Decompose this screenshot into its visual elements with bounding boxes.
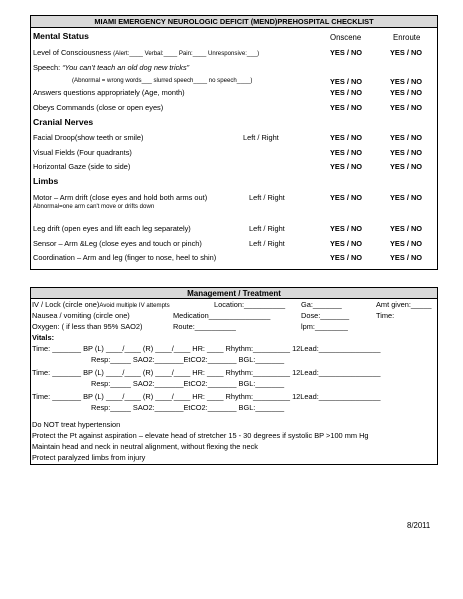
- vitals-row-3a[interactable]: Time: _______ BP (L) ____/____ (R) ____/____ HR: ____ Rhythm:_________ 12Lead:_______________: [32, 392, 381, 401]
- sensor-onscene[interactable]: YES / NO: [330, 239, 363, 248]
- speech-onscene[interactable]: YES / NO: [330, 77, 363, 86]
- obeys-enroute[interactable]: YES / NO: [390, 103, 423, 112]
- iv-lock-row: [32, 300, 170, 309]
- loc-onscene[interactable]: YES / NO: [330, 48, 363, 57]
- note-3: Maintain head and neck in neutral alignment, without flexing the neck: [32, 442, 258, 451]
- leg-side[interactable]: Left / Right: [249, 224, 285, 233]
- leg-label: Leg drift (open eyes and lift each leg separately): [33, 224, 191, 233]
- time-field[interactable]: Time:: [376, 311, 395, 320]
- note-4: Protect paralyzed limbs from injury: [32, 453, 146, 462]
- coord-label: Coordination – Arm and leg (finger to nose, heel to shin): [33, 253, 217, 262]
- gaze-label: Horizontal Gaze (side to side): [33, 162, 131, 171]
- motor-enroute[interactable]: YES / NO: [390, 193, 423, 202]
- motor-side[interactable]: Left / Right: [249, 193, 285, 202]
- note-2: Protect the Pt against aspiration – elevate head of stretcher 15 - 30 degrees if systolic BP >100 mm Hg: [32, 431, 369, 440]
- leg-enroute[interactable]: YES / NO: [390, 224, 423, 233]
- iv-gauge-field[interactable]: Ga:_______: [301, 300, 342, 309]
- section-mental-status: Mental Status: [33, 31, 89, 41]
- checklist-title: MIAMI EMERGENCY NEUROLOGIC DEFICIT (MEND)PREHOSPITAL CHECKLIST: [31, 16, 437, 28]
- vitals-row-3b[interactable]: Resp:_____ SAO2:_______EtCO2:_______ BGL:_______: [91, 403, 285, 412]
- iv-location-field[interactable]: Location:__________: [214, 300, 286, 309]
- speech-example: “You can’t teach an old dog new tricks”: [62, 63, 190, 72]
- vitals-row-1b[interactable]: Resp:_____ SAO2:_______EtCO2:_______ BGL:_______: [91, 355, 285, 364]
- speech-row: [33, 63, 189, 72]
- motor-onscene[interactable]: YES / NO: [330, 193, 363, 202]
- facial-onscene[interactable]: YES / NO: [330, 133, 363, 142]
- obeys-onscene[interactable]: YES / NO: [330, 103, 363, 112]
- loc-label: Level of Consciousness: [33, 48, 112, 57]
- coord-enroute[interactable]: YES / NO: [390, 253, 423, 262]
- answers-enroute[interactable]: YES / NO: [390, 88, 423, 97]
- gaze-onscene[interactable]: YES / NO: [330, 162, 363, 171]
- medication-field[interactable]: Medication_______________: [173, 311, 271, 320]
- answers-label: Answers questions appropriately (Age, month): [33, 88, 185, 97]
- sensor-side[interactable]: Left / Right: [249, 239, 285, 248]
- loc-detail: (Alert:____ Verbal:____ Pain:____ Unresponsive:___): [113, 50, 260, 57]
- col-onscene-header: Onscene: [330, 33, 362, 42]
- visual-label: Visual Fields (Four quadrants): [33, 148, 132, 157]
- visual-enroute[interactable]: YES / NO: [390, 148, 423, 157]
- management-title: Management / Treatment: [31, 288, 437, 299]
- loc-row: [33, 48, 259, 57]
- section-cranial-nerves: Cranial Nerves: [33, 117, 94, 127]
- note-1: Do NOT treat hypertension: [32, 420, 121, 429]
- vitals-heading: Vitals:: [32, 333, 55, 342]
- iv-lock-label: IV / Lock (circle one): [32, 300, 100, 309]
- vitals-row-2a[interactable]: Time: _______ BP (L) ____/____ (R) ____/____ HR: ____ Rhythm:_________ 12Lead:_______________: [32, 368, 381, 377]
- vitals-row-2b[interactable]: Resp:_____ SAO2:_______EtCO2:_______ BGL:_______: [91, 379, 285, 388]
- answers-onscene[interactable]: YES / NO: [330, 88, 363, 97]
- facial-side[interactable]: Left / Right: [243, 133, 279, 142]
- facial-enroute[interactable]: YES / NO: [390, 133, 423, 142]
- motor-note: Abnormal=one arm can't move or drifts down: [33, 203, 155, 210]
- gaze-enroute[interactable]: YES / NO: [390, 162, 423, 171]
- vitals-row-1a[interactable]: Time: _______ BP (L) ____/____ (R) ____/____ HR: ____ Rhythm:_________ 12Lead:_______________: [32, 344, 381, 353]
- speech-label: Speech:: [33, 63, 63, 72]
- speech-enroute[interactable]: YES / NO: [390, 77, 423, 86]
- nausea-label: Nausea / vomiting (circle one): [32, 311, 130, 320]
- visual-onscene[interactable]: YES / NO: [330, 148, 363, 157]
- sensor-enroute[interactable]: YES / NO: [390, 239, 423, 248]
- dose-field[interactable]: Dose:_______: [301, 311, 350, 320]
- col-enroute-header: Enroute: [393, 33, 421, 42]
- iv-lock-note: Avoid multiple IV attempts: [99, 302, 170, 309]
- speech-detail: (Abnormal = wrong words___ slurred speech____ no speech____): [72, 77, 253, 84]
- section-limbs: Limbs: [33, 176, 59, 186]
- facial-label: Facial Droop(show teeth or smile): [33, 133, 144, 142]
- route-field[interactable]: Route:__________: [173, 322, 236, 331]
- coord-onscene[interactable]: YES / NO: [330, 253, 363, 262]
- lpm-field[interactable]: lpm:________: [301, 322, 348, 331]
- sensor-label: Sensor – Arm &Leg (close eyes and touch or pinch): [33, 239, 202, 248]
- oxygen-label: Oxygen: ( if less than 95% SAO2): [32, 322, 143, 331]
- leg-onscene[interactable]: YES / NO: [330, 224, 363, 233]
- motor-label: Motor – Arm drift (close eyes and hold both arms out): [33, 193, 208, 202]
- amt-given-field[interactable]: Amt given:_____: [376, 300, 432, 309]
- loc-enroute[interactable]: YES / NO: [390, 48, 423, 57]
- obeys-label: Obeys Commands (close or open eyes): [33, 103, 164, 112]
- footer-date: 8/2011: [407, 521, 431, 530]
